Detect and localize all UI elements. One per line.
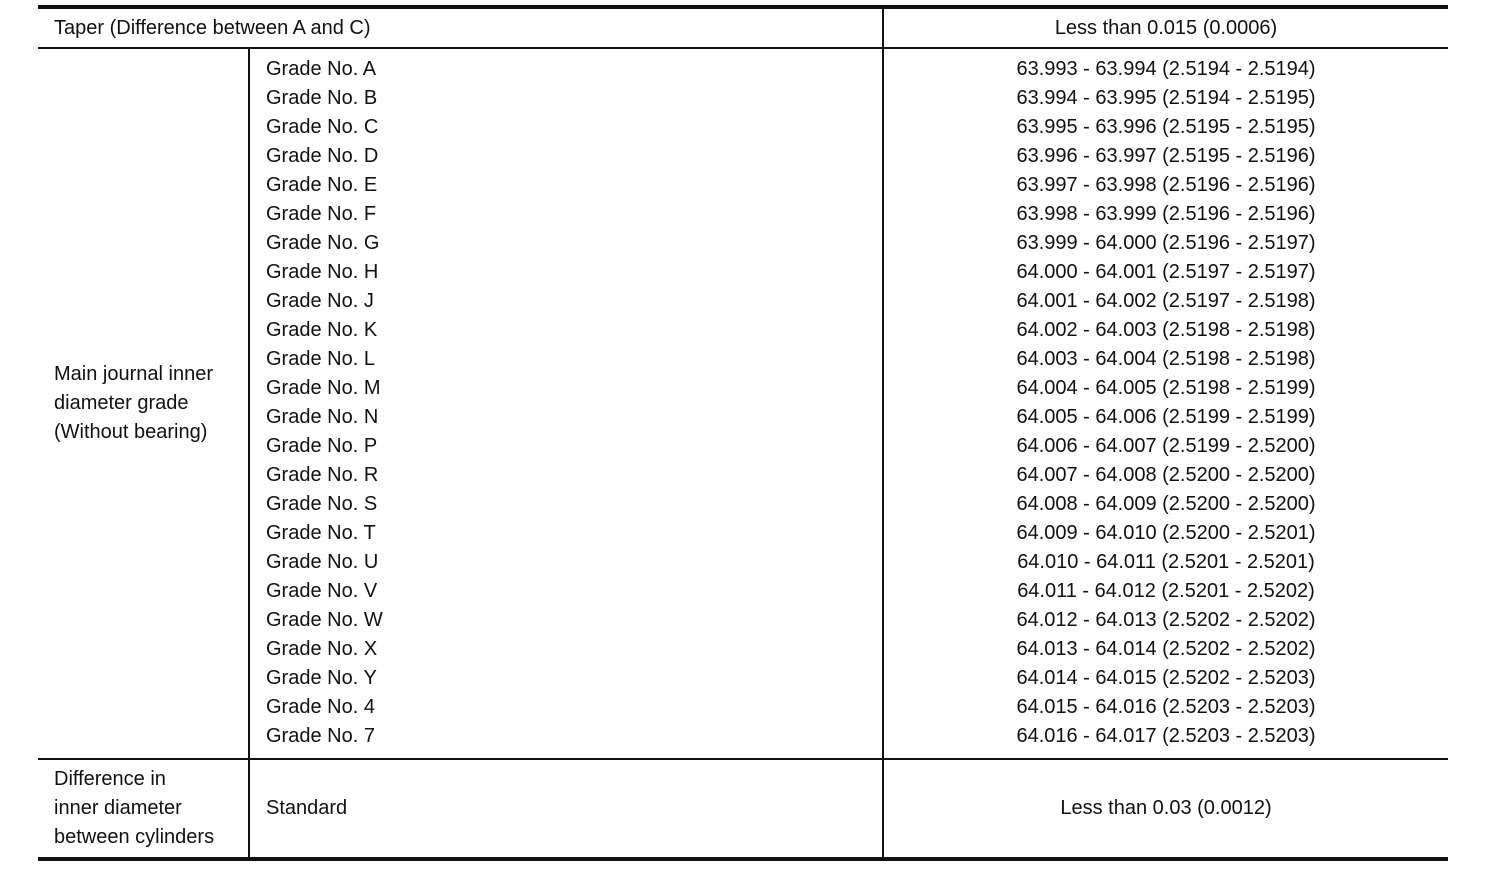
grade-label: Grade No. C bbox=[266, 116, 379, 138]
grade-label: Grade No. S bbox=[266, 493, 378, 515]
difference-label-line: between cylinders bbox=[54, 826, 215, 848]
taper-row bbox=[38, 7, 1448, 48]
grade-label: Grade No. A bbox=[266, 58, 377, 80]
difference-row bbox=[38, 759, 1448, 859]
grade-value: 64.007 - 64.008 (2.5200 - 2.5200) bbox=[1016, 464, 1316, 486]
grade-value: 64.006 - 64.007 (2.5199 - 2.5200) bbox=[1016, 435, 1316, 457]
grade-label: Grade No. E bbox=[266, 174, 378, 196]
grade-value: 64.016 - 64.017 (2.5203 - 2.5203) bbox=[1016, 725, 1316, 747]
grade-value: 63.993 - 63.994 (2.5194 - 2.5194) bbox=[1016, 58, 1316, 80]
grade-list bbox=[249, 48, 883, 759]
standard-label: Standard bbox=[266, 797, 348, 819]
grade-value: 64.013 - 64.014 (2.5202 - 2.5202) bbox=[1016, 638, 1316, 660]
difference-label bbox=[38, 759, 249, 859]
grade-value: 64.014 - 64.015 (2.5202 - 2.5203) bbox=[1016, 667, 1316, 689]
grade-value-list bbox=[883, 48, 1448, 759]
grade-label: Grade No. G bbox=[266, 232, 380, 254]
difference-label-line: Difference in bbox=[54, 768, 166, 790]
grade-value: 63.994 - 63.995 (2.5194 - 2.5195) bbox=[1016, 87, 1316, 109]
grade-label: Grade No. K bbox=[266, 319, 378, 341]
grade-label: Grade No. B bbox=[266, 87, 378, 109]
grade-value: 63.996 - 63.997 (2.5195 - 2.5196) bbox=[1016, 145, 1316, 167]
grade-label: Grade No. T bbox=[266, 522, 376, 544]
grade-value: 63.998 - 63.999 (2.5196 - 2.5196) bbox=[1016, 203, 1316, 225]
grade-label: Grade No. H bbox=[266, 261, 379, 283]
grade-label: Grade No. N bbox=[266, 406, 379, 428]
grade-label: Grade No. 7 bbox=[266, 725, 375, 747]
journal-label-line: Main journal inner bbox=[54, 362, 213, 385]
grade-label: Grade No. P bbox=[266, 435, 378, 457]
spec-table bbox=[38, 5, 1448, 861]
grade-value: 64.004 - 64.005 (2.5198 - 2.5199) bbox=[1016, 377, 1316, 399]
grade-label: Grade No. F bbox=[266, 203, 377, 225]
grade-value: 64.005 - 64.006 (2.5199 - 2.5199) bbox=[1016, 406, 1316, 428]
grade-label: Grade No. L bbox=[266, 348, 375, 370]
grade-value: 64.008 - 64.009 (2.5200 - 2.5200) bbox=[1016, 493, 1316, 515]
grade-value: 64.011 - 64.012 (2.5201 - 2.5202) bbox=[1017, 580, 1315, 602]
grade-value: 63.999 - 64.000 (2.5196 - 2.5197) bbox=[1016, 232, 1316, 254]
taper-label: Taper (Difference between A and C) bbox=[38, 7, 883, 48]
journal-grade-row bbox=[38, 48, 1448, 759]
grade-label: Grade No. R bbox=[266, 464, 379, 486]
grade-value: 64.009 - 64.010 (2.5200 - 2.5201) bbox=[1016, 522, 1316, 544]
grade-value: 64.002 - 64.003 (2.5198 - 2.5198) bbox=[1016, 319, 1316, 341]
grade-value: 63.997 - 63.998 (2.5196 - 2.5196) bbox=[1016, 174, 1316, 196]
difference-label-line: inner diameter bbox=[54, 797, 182, 819]
grade-label: Grade No. M bbox=[266, 377, 381, 399]
grade-value: 64.010 - 64.011 (2.5201 - 2.5201) bbox=[1017, 551, 1315, 573]
journal-label-line: (Without bearing) bbox=[54, 420, 208, 443]
taper-value: Less than 0.015 (0.0006) bbox=[883, 7, 1448, 48]
grade-label: Grade No. W bbox=[266, 609, 383, 631]
grade-value: 64.000 - 64.001 (2.5197 - 2.5197) bbox=[1016, 261, 1316, 283]
grade-value: 64.001 - 64.002 (2.5197 - 2.5198) bbox=[1016, 290, 1316, 312]
journal-label-line: diameter grade bbox=[54, 391, 189, 414]
grade-label: Grade No. 4 bbox=[266, 696, 375, 718]
grade-label: Grade No. D bbox=[266, 145, 379, 167]
grade-value: 63.995 - 63.996 (2.5195 - 2.5195) bbox=[1016, 116, 1316, 138]
difference-value: Less than 0.03 (0.0012) bbox=[883, 759, 1448, 859]
grade-value: 64.015 - 64.016 (2.5203 - 2.5203) bbox=[1016, 696, 1316, 718]
grade-label: Grade No. Y bbox=[266, 667, 377, 689]
grade-label: Grade No. V bbox=[266, 580, 378, 602]
grade-value: 64.012 - 64.013 (2.5202 - 2.5202) bbox=[1016, 609, 1316, 631]
grade-value: 64.003 - 64.004 (2.5198 - 2.5198) bbox=[1016, 348, 1316, 370]
journal-grade-label bbox=[38, 48, 249, 759]
grade-label: Grade No. X bbox=[266, 638, 378, 660]
grade-label: Grade No. J bbox=[266, 290, 374, 312]
grade-label: Grade No. U bbox=[266, 551, 379, 573]
